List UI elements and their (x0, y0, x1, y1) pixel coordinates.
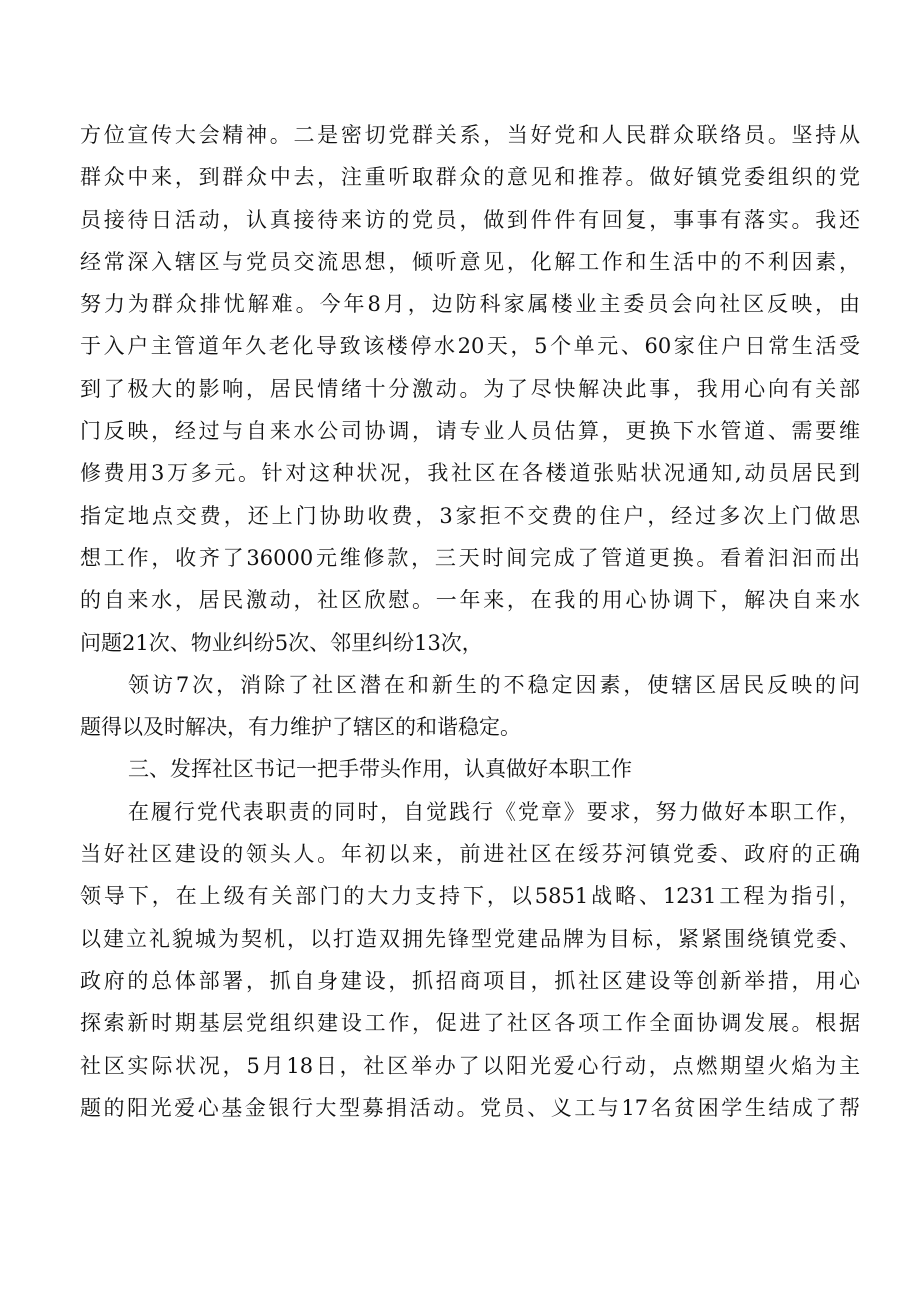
text-line: 题的阳光爱心基金银行大型募捐活动。党员、义工与17名贫困学生结成了帮 (80, 1095, 860, 1120)
text-line: 领访7次，消除了社区潜在和新生的不稳定因素，使辖区居民反映的问 (128, 672, 860, 697)
text-line: 员接待日活动，认真接待来访的党员，做到件件有回复，事事有落实。我还 (80, 207, 860, 232)
text-line: 指定地点交费，还上门协助收费，3家拒不交费的住户，经过多次上门做思 (80, 503, 860, 528)
text-line: 努力为群众排忧解难。今年8月，边防科家属楼业主委员会向社区反映，由 (80, 292, 860, 317)
text-line: 在履行党代表职责的同时，自觉践行《党章》要求，努力做好本职工作， (128, 799, 860, 824)
text-line: 政府的总体部署，抓自身建设，抓招商项目，抓社区建设等创新举措，用心 (80, 968, 860, 993)
text-line: 领导下，在上级有关部门的大力支持下，以5851战略、1231工程为指引， (80, 884, 860, 909)
text-line: 题得以及时解决，有力维护了辖区的和谐稳定。 (80, 715, 521, 740)
text-line: 群众中来，到群众中去，注重听取群众的意见和推荐。做好镇党委组织的党 (80, 165, 860, 190)
text-line: 经常深入辖区与党员交流思想，倾听意见，化解工作和生活中的不利因素， (80, 249, 860, 274)
text-line: 当好社区建设的领头人。年初以来，前进社区在绥芬河镇党委、政府的正确 (80, 842, 860, 867)
text-line: 想工作，收齐了36000元维修款，三天时间完成了管道更换。看着汩汩而出 (80, 545, 860, 570)
text-line: 以建立礼貌城为契机，以打造双拥先锋型党建品牌为目标，紧紧围绕镇党委、 (80, 926, 860, 951)
text-line: 探索新时期基层党组织建设工作，促进了社区各项工作全面协调发展。根据 (80, 1011, 860, 1036)
text-line: 社区实际状况，5月18日，社区举办了以阳光爱心行动，点燃期望火焰为主 (80, 1053, 860, 1078)
section-heading: 三、发挥社区书记一把手带头作用，认真做好本职工作 (128, 757, 632, 782)
text-line: 修费用3万多元。针对这种状况，我社区在各楼道张贴状况通知,动员居民到 (80, 461, 860, 486)
body-text (80, 114, 860, 1129)
text-line: 门反映，经过与自来水公司协调，请专业人员估算，更换下水管道、需要维 (80, 419, 860, 444)
text-line: 问题21次、物业纠纷5次、邻里纠纷13次， (80, 630, 483, 655)
text-line: 到了极大的影响，居民情绪十分激动。为了尽快解决此事，我用心向有关部 (80, 376, 860, 401)
text-line: 的自来水，居民激动，社区欣慰。一年来，在我的用心协调下，解决自来水 (80, 588, 860, 613)
text-line: 方位宣传大会精神。二是密切党群关系，当好党和人民群众联络员。坚持从 (80, 123, 860, 147)
text-line: 于入户主管道年久老化导致该楼停水20天，5个单元、60家住户日常生活受 (80, 334, 860, 359)
